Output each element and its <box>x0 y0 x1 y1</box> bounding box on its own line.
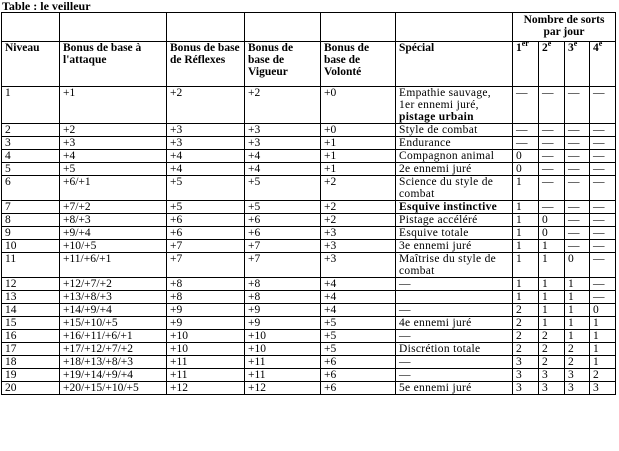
table-row <box>2 124 616 137</box>
cell-special <box>396 87 513 124</box>
cell-special <box>396 137 513 150</box>
cell-spells-level-4: — <box>590 214 616 227</box>
special-text: — <box>399 356 411 368</box>
cell-attaque: +1 <box>60 87 167 124</box>
cell-spells-level-1: 1 <box>513 214 539 227</box>
cell-spells-level-1: 1 <box>513 201 539 214</box>
cell-niveau: 19 <box>2 369 60 382</box>
cell-spells-level-2: — <box>539 124 565 137</box>
cell-volonte: +1 <box>321 137 396 150</box>
cell-reflexes: +11 <box>167 356 245 369</box>
cell-vigueur: +2 <box>245 87 321 124</box>
cell-niveau: 4 <box>2 150 60 163</box>
spell-level-2-header: 2e <box>539 42 565 87</box>
cell-spells-level-4: 1 <box>590 330 616 343</box>
table-row <box>2 369 616 382</box>
cell-spells-level-3: 1 <box>565 291 590 304</box>
cell-spells-level-3: — <box>565 124 590 137</box>
cell-spells-level-4: 1 <box>590 356 616 369</box>
cell-niveau: 18 <box>2 356 60 369</box>
cell-spells-level-4: — <box>590 291 616 304</box>
cell-attaque: +4 <box>60 150 167 163</box>
cell-spells-level-4: — <box>590 176 616 201</box>
cell-volonte: +4 <box>321 304 396 317</box>
cell-volonte: +5 <box>321 317 396 330</box>
table-row <box>2 227 616 240</box>
cell-niveau: 15 <box>2 317 60 330</box>
cell-spells-level-1: 2 <box>513 343 539 356</box>
cell-niveau: 14 <box>2 304 60 317</box>
cell-reflexes: +3 <box>167 124 245 137</box>
cell-vigueur: +6 <box>245 214 321 227</box>
cell-volonte: +1 <box>321 163 396 176</box>
cell-attaque: +5 <box>60 163 167 176</box>
cell-vigueur: +7 <box>245 240 321 253</box>
table-row <box>2 304 616 317</box>
col-attaque-header: Bonus de base à l'attaque <box>60 42 167 87</box>
cell-spells-level-1: 2 <box>513 330 539 343</box>
cell-spells-level-3: — <box>565 137 590 150</box>
cell-reflexes: +8 <box>167 278 245 291</box>
cell-spells-level-3: 3 <box>565 369 590 382</box>
cell-niveau: 2 <box>2 124 60 137</box>
cell-reflexes: +6 <box>167 227 245 240</box>
table-row <box>2 291 616 304</box>
cell-spells-level-1: 3 <box>513 382 539 395</box>
cell-spells-level-2: 0 <box>539 214 565 227</box>
cell-special <box>396 382 513 395</box>
cell-spells-level-2: 1 <box>539 291 565 304</box>
table-row <box>2 176 616 201</box>
header-blank-cell <box>396 13 513 42</box>
cell-niveau: 5 <box>2 163 60 176</box>
cell-spells-level-1: 2 <box>513 304 539 317</box>
cell-volonte: +6 <box>321 382 396 395</box>
cell-spells-level-4: — <box>590 163 616 176</box>
cell-volonte: +5 <box>321 343 396 356</box>
special-text: — <box>399 278 411 290</box>
cell-spells-level-1: — <box>513 87 539 124</box>
header-row-top <box>2 13 616 42</box>
cell-vigueur: +10 <box>245 343 321 356</box>
cell-spells-level-4: 0 <box>590 304 616 317</box>
cell-volonte: +3 <box>321 253 396 278</box>
special-text: Pistage accéléré <box>399 214 478 226</box>
cell-niveau: 17 <box>2 343 60 356</box>
table-row <box>2 317 616 330</box>
special-text: — <box>399 369 411 381</box>
cell-special <box>396 343 513 356</box>
cell-reflexes: +2 <box>167 87 245 124</box>
cell-spells-level-2: — <box>539 87 565 124</box>
cell-spells-level-3: — <box>565 176 590 201</box>
cell-attaque: +16/+11/+6/+1 <box>60 330 167 343</box>
cell-volonte: +1 <box>321 150 396 163</box>
cell-special <box>396 150 513 163</box>
spells-per-day-header: Nombre de sorts par jour <box>513 13 616 42</box>
table-row <box>2 201 616 214</box>
cell-reflexes: +8 <box>167 291 245 304</box>
cell-vigueur: +11 <box>245 356 321 369</box>
cell-volonte: +2 <box>321 214 396 227</box>
cell-spells-level-2: — <box>539 176 565 201</box>
cell-vigueur: +4 <box>245 150 321 163</box>
cell-reflexes: +9 <box>167 304 245 317</box>
col-vigueur-header: Bonus de base de Vigueur <box>245 42 321 87</box>
cell-vigueur: +8 <box>245 278 321 291</box>
header-blank-cell <box>321 13 396 42</box>
special-text: — <box>399 304 411 316</box>
special-text: Compagnon animal <box>399 150 495 162</box>
cell-vigueur: +7 <box>245 253 321 278</box>
special-text: Style de combat <box>399 124 478 136</box>
table-row <box>2 163 616 176</box>
cell-reflexes: +10 <box>167 330 245 343</box>
cell-special <box>396 214 513 227</box>
table-row <box>2 137 616 150</box>
cell-attaque: +19/+14/+9/+4 <box>60 369 167 382</box>
cell-volonte: +0 <box>321 87 396 124</box>
spell-level-1-header: 1er <box>513 42 539 87</box>
header-blank-cell <box>2 13 60 42</box>
special-text-bold: pistage urbain <box>399 111 474 123</box>
cell-spells-level-4: — <box>590 278 616 291</box>
cell-spells-level-1: 0 <box>513 163 539 176</box>
cell-spells-level-2: 2 <box>539 330 565 343</box>
cell-spells-level-1: 1 <box>513 291 539 304</box>
cell-niveau: 20 <box>2 382 60 395</box>
cell-niveau: 7 <box>2 201 60 214</box>
cell-spells-level-2: 1 <box>539 253 565 278</box>
cell-vigueur: +3 <box>245 137 321 150</box>
spell-level-3-header: 3e <box>565 42 590 87</box>
cell-spells-level-1: 1 <box>513 227 539 240</box>
veilleur-table <box>1 12 616 395</box>
cell-spells-level-4: — <box>590 150 616 163</box>
cell-spells-level-2: — <box>539 201 565 214</box>
cell-spells-level-3: 2 <box>565 356 590 369</box>
cell-spells-level-4: 3 <box>590 382 616 395</box>
cell-reflexes: +9 <box>167 317 245 330</box>
table-row <box>2 87 616 124</box>
cell-spells-level-1: — <box>513 137 539 150</box>
cell-niveau: 9 <box>2 227 60 240</box>
col-reflexes-header: Bonus de base de Réflexes <box>167 42 245 87</box>
table-row <box>2 330 616 343</box>
cell-vigueur: +10 <box>245 330 321 343</box>
cell-volonte: +6 <box>321 356 396 369</box>
cell-spells-level-4: — <box>590 240 616 253</box>
cell-spells-level-3: 0 <box>565 253 590 278</box>
cell-volonte: +0 <box>321 124 396 137</box>
cell-niveau: 8 <box>2 214 60 227</box>
cell-attaque: +13/+8/+3 <box>60 291 167 304</box>
special-text: 2e ennemi juré <box>399 163 472 175</box>
cell-special <box>396 356 513 369</box>
cell-volonte: +3 <box>321 227 396 240</box>
cell-reflexes: +11 <box>167 369 245 382</box>
cell-volonte: +2 <box>321 176 396 201</box>
cell-special <box>396 291 513 304</box>
cell-attaque: +10/+5 <box>60 240 167 253</box>
cell-niveau: 1 <box>2 87 60 124</box>
cell-attaque: +6/+1 <box>60 176 167 201</box>
cell-volonte: +2 <box>321 201 396 214</box>
cell-spells-level-3: — <box>565 214 590 227</box>
special-text: 3e ennemi juré <box>399 240 472 252</box>
special-text: Endurance <box>399 137 451 149</box>
cell-special <box>396 317 513 330</box>
cell-spells-level-3: 1 <box>565 278 590 291</box>
cell-attaque: +11/+6/+1 <box>60 253 167 278</box>
header-blank-cell <box>245 13 321 42</box>
cell-spells-level-1: 0 <box>513 150 539 163</box>
cell-spells-level-4: 1 <box>590 343 616 356</box>
cell-spells-level-2: — <box>539 163 565 176</box>
cell-vigueur: +4 <box>245 163 321 176</box>
cell-niveau: 13 <box>2 291 60 304</box>
cell-spells-level-3: 1 <box>565 304 590 317</box>
special-text: — <box>399 330 411 342</box>
cell-attaque: +15/+10/+5 <box>60 317 167 330</box>
cell-spells-level-3: — <box>565 150 590 163</box>
header-blank-cell <box>60 13 167 42</box>
cell-attaque: +9/+4 <box>60 227 167 240</box>
cell-special <box>396 163 513 176</box>
cell-attaque: +18/+13/+8/+3 <box>60 356 167 369</box>
special-text: 4e ennemi juré <box>399 317 472 329</box>
cell-reflexes: +5 <box>167 201 245 214</box>
table-row <box>2 214 616 227</box>
cell-spells-level-4: — <box>590 227 616 240</box>
col-special-header: Spécial <box>396 42 513 87</box>
cell-spells-level-4: 2 <box>590 369 616 382</box>
table-row <box>2 343 616 356</box>
cell-spells-level-1: 1 <box>513 240 539 253</box>
cell-niveau: 10 <box>2 240 60 253</box>
cell-niveau: 11 <box>2 253 60 278</box>
special-text: 5e ennemi juré <box>399 382 472 394</box>
cell-spells-level-3: — <box>565 201 590 214</box>
cell-attaque: +12/+7/+2 <box>60 278 167 291</box>
cell-spells-level-1: 3 <box>513 369 539 382</box>
cell-special <box>396 304 513 317</box>
cell-spells-level-2: 3 <box>539 369 565 382</box>
cell-volonte: +6 <box>321 369 396 382</box>
cell-spells-level-4: — <box>590 201 616 214</box>
cell-attaque: +14/+9/+4 <box>60 304 167 317</box>
spell-level-4-header: 4e <box>590 42 616 87</box>
cell-spells-level-2: 1 <box>539 304 565 317</box>
cell-vigueur: +12 <box>245 382 321 395</box>
cell-vigueur: +8 <box>245 291 321 304</box>
cell-niveau: 16 <box>2 330 60 343</box>
cell-vigueur: +11 <box>245 369 321 382</box>
cell-attaque: +2 <box>60 124 167 137</box>
cell-attaque: +17/+12/+7/+2 <box>60 343 167 356</box>
cell-reflexes: +5 <box>167 176 245 201</box>
header-blank-cell <box>167 13 245 42</box>
table-row <box>2 382 616 395</box>
cell-attaque: +7/+2 <box>60 201 167 214</box>
cell-vigueur: +9 <box>245 317 321 330</box>
cell-spells-level-1: — <box>513 124 539 137</box>
cell-special <box>396 227 513 240</box>
cell-volonte: +5 <box>321 330 396 343</box>
cell-spells-level-2: 3 <box>539 382 565 395</box>
special-text: Esquive totale <box>399 227 469 239</box>
col-niveau-header: Niveau <box>2 42 60 87</box>
cell-volonte: +4 <box>321 278 396 291</box>
col-volonte-header: Bonus de base de Volonté <box>321 42 396 87</box>
cell-spells-level-3: — <box>565 227 590 240</box>
cell-spells-level-3: 3 <box>565 382 590 395</box>
cell-attaque: +3 <box>60 137 167 150</box>
cell-special <box>396 369 513 382</box>
cell-spells-level-4: — <box>590 87 616 124</box>
cell-reflexes: +12 <box>167 382 245 395</box>
cell-special <box>396 240 513 253</box>
cell-reflexes: +10 <box>167 343 245 356</box>
cell-spells-level-1: 1 <box>513 253 539 278</box>
table-row <box>2 150 616 163</box>
cell-spells-level-1: 1 <box>513 278 539 291</box>
table-row <box>2 240 616 253</box>
special-text: Science du style de combat <box>399 176 494 200</box>
special-text-bold: Esquive instinctive <box>399 201 498 213</box>
cell-reflexes: +7 <box>167 253 245 278</box>
cell-special <box>396 278 513 291</box>
cell-vigueur: +5 <box>245 201 321 214</box>
cell-spells-level-2: 0 <box>539 227 565 240</box>
cell-special <box>396 124 513 137</box>
cell-special <box>396 253 513 278</box>
cell-vigueur: +5 <box>245 176 321 201</box>
header-row <box>2 42 616 87</box>
cell-spells-level-1: 1 <box>513 176 539 201</box>
cell-spells-level-2: 2 <box>539 343 565 356</box>
cell-spells-level-3: — <box>565 163 590 176</box>
cell-spells-level-2: — <box>539 137 565 150</box>
cell-spells-level-3: — <box>565 240 590 253</box>
cell-vigueur: +9 <box>245 304 321 317</box>
cell-spells-level-3: 2 <box>565 343 590 356</box>
cell-spells-level-1: 2 <box>513 317 539 330</box>
table-row <box>2 253 616 278</box>
table-row <box>2 278 616 291</box>
cell-spells-level-3: 1 <box>565 330 590 343</box>
cell-attaque: +20/+15/+10/+5 <box>60 382 167 395</box>
cell-special <box>396 330 513 343</box>
special-text: Discrétion totale <box>399 343 481 355</box>
cell-special <box>396 176 513 201</box>
cell-spells-level-4: — <box>590 253 616 278</box>
cell-spells-level-4: 1 <box>590 317 616 330</box>
cell-volonte: +3 <box>321 240 396 253</box>
cell-volonte: +4 <box>321 291 396 304</box>
cell-niveau: 6 <box>2 176 60 201</box>
cell-spells-level-4: — <box>590 137 616 150</box>
cell-niveau: 3 <box>2 137 60 150</box>
cell-spells-level-3: — <box>565 87 590 124</box>
special-text: Empathie sauvage, 1er ennemi juré, <box>399 87 491 111</box>
cell-spells-level-2: — <box>539 150 565 163</box>
cell-reflexes: +4 <box>167 150 245 163</box>
cell-reflexes: +6 <box>167 214 245 227</box>
cell-spells-level-4: — <box>590 124 616 137</box>
cell-spells-level-2: 1 <box>539 240 565 253</box>
cell-reflexes: +4 <box>167 163 245 176</box>
cell-vigueur: +3 <box>245 124 321 137</box>
cell-reflexes: +7 <box>167 240 245 253</box>
cell-attaque: +8/+3 <box>60 214 167 227</box>
cell-spells-level-1: 3 <box>513 356 539 369</box>
cell-niveau: 12 <box>2 278 60 291</box>
cell-vigueur: +6 <box>245 227 321 240</box>
cell-spells-level-3: 1 <box>565 317 590 330</box>
cell-spells-level-2: 2 <box>539 356 565 369</box>
special-text: Maîtrise du style de combat <box>399 253 497 277</box>
table-row <box>2 356 616 369</box>
cell-spells-level-2: 1 <box>539 278 565 291</box>
table-caption: Table : le veilleur <box>2 0 91 13</box>
cell-reflexes: +3 <box>167 137 245 150</box>
cell-spells-level-2: 1 <box>539 317 565 330</box>
cell-special <box>396 201 513 214</box>
